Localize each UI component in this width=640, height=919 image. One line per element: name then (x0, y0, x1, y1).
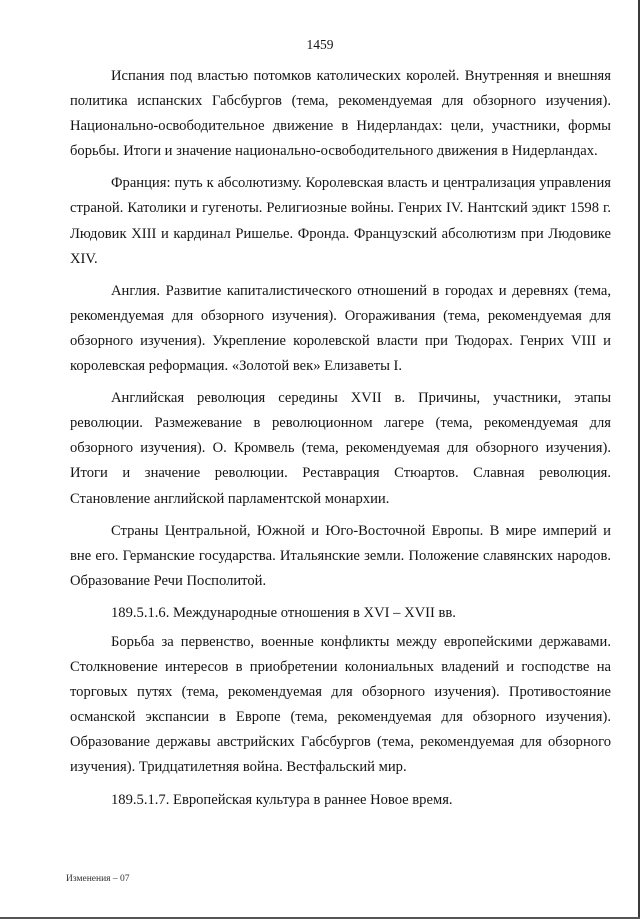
paragraph-central-europe: Страны Центральной, Южной и Юго-Восточной Европы. В мире империй и вне его. Германские государства. Итальянские земли. Положение славянских народов. Образование Речи Посполитой. (70, 522, 611, 589)
page-number: 1459 (306, 37, 334, 52)
paragraph-spain-netherlands: Испания под властью потомков католических королей. Внутренняя и внешняя политика испанских Габсбургов (тема, рекомендуемая для обзорного изучения). Национально-освободительное движение в Нидерландах: цели, участники, формы борьбы. Итоги и значение национально-освободительного движения в Нидерландах. (70, 68, 611, 160)
section-heading-international-relations: 189.5.1.6. Международные отношения в XVI – XVII вв. (111, 604, 456, 621)
document-body (70, 64, 611, 820)
paragraph-england: Англия. Развитие капиталистического отношений в городах и деревнях (тема, рекомендуемая для обзорного изучения). Огораживания (тема, рекомендуемая для обзорного изучения). Укрепление королевской власти при Тюдорах. Генрих VIII и королевская реформация. «Золотой век» Елизаветы I. (70, 282, 611, 375)
paragraph-france: Франция: путь к абсолютизму. Королевская власть и централизация управления страной. Католики и гугеноты. Религиозные войны. Генрих IV. Нантский эдикт 1598 г. Людовик XIII и кардинал Ришелье. Фронда. Французский абсолютизм при Людовике XIV. (70, 175, 611, 267)
revision-footer: Изменения – 07 (66, 874, 130, 884)
paragraph-english-revolution: Английская революция середины XVII в. Причины, участники, этапы революции. Размежевание в революционном лагере (тема, рекомендуемая для обзорного изучения). О. Кромвель (тема, рекомендуемая для обзорного изучения). Итоги и значение революции. Реставрация Стюартов. Славная революция. Становление английской парламентской монархии. (70, 390, 611, 507)
paragraph-international-relations: Борьба за первенство, военные конфликты между европейскими державами. Столкновение интересов в приобретении колониальных владений и господстве на торговых путях (тема, рекомендуемая для обзорного изучения). Противостояние османской экспансии в Европе (тема, рекомендуемая для обзорного изучения). Образование державы австрийских Габсбургов (тема, рекомендуемая для обзорного изучения). Тридцатилетняя война. Вестфальский мир. (70, 633, 611, 776)
section-heading-european-culture: 189.5.1.7. Европейская культура в раннее Новое время. (111, 791, 453, 808)
